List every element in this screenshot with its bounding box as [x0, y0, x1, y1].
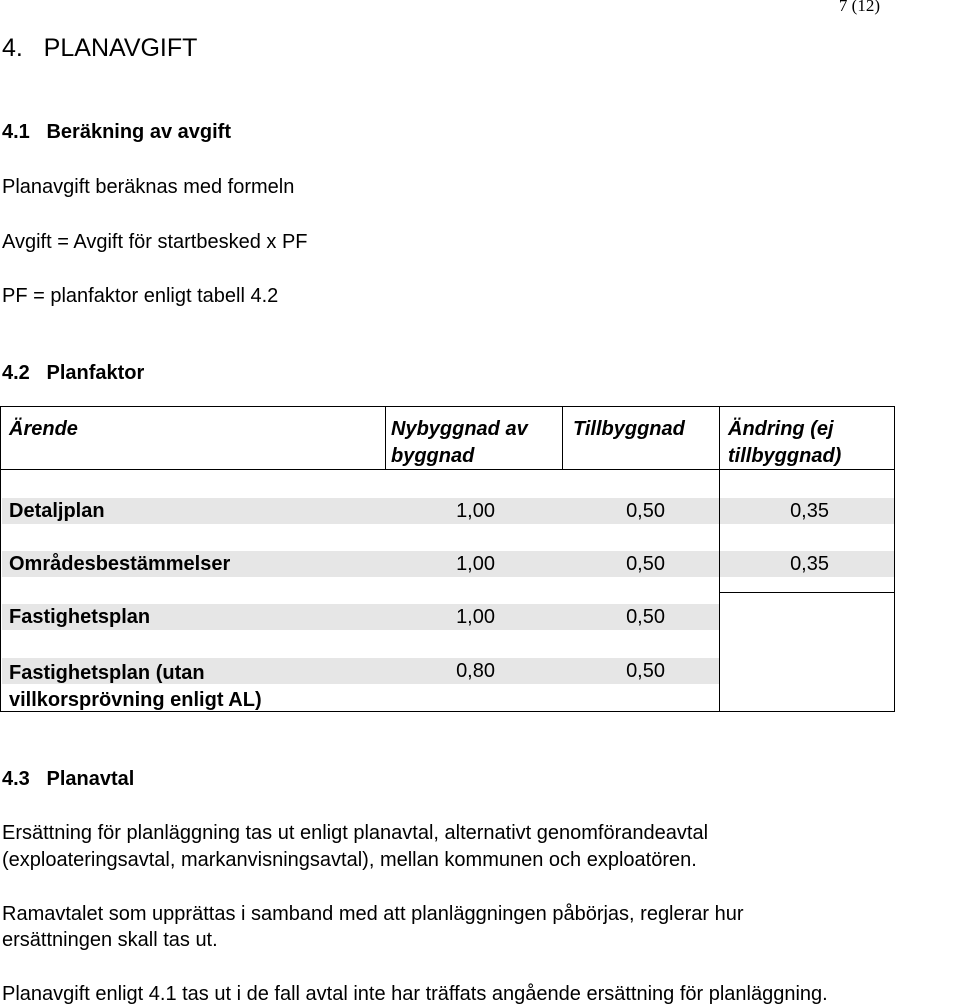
body-line: PF = planfaktor enligt tabell 4.2 [2, 285, 279, 307]
row-label-fastighetsplan-utan: Fastighetsplan (utan villkorsprövning enligt AL) [9, 662, 262, 711]
header-andring: Ändring (ej tillbyggnad) [728, 418, 842, 467]
row-label-fastighetsplan: Fastighetsplan [9, 606, 151, 628]
value-nybyggnad: 0,80 [456, 660, 495, 682]
planfaktor-table [0, 406, 895, 712]
body-line: Ersättning för planläggning tas ut enligt planavtal, alternativt genomförandeavtal [2, 822, 709, 844]
row-label-detaljplan: Detaljplan [9, 500, 105, 522]
header-arende: Ärende [9, 418, 78, 440]
header-nybyggnad: Nybyggnad av byggnad [391, 418, 528, 467]
value-andring: 0,35 [790, 500, 829, 522]
value-tillbyggnad: 0,50 [626, 553, 665, 575]
value-nybyggnad: 1,00 [456, 500, 495, 522]
value-andring: 0,35 [790, 553, 829, 575]
body-line: (exploateringsavtal, markanvisningsavtal), mellan kommunen och exploatören. [2, 849, 697, 871]
body-line: Avgift = Avgift för startbesked x PF [2, 231, 308, 253]
section-heading: 4. PLANAVGIFT [2, 34, 198, 62]
subsection-title-4-2: 4.2 Planfaktor [2, 362, 145, 384]
header-tillbyggnad: Tillbyggnad [573, 418, 685, 440]
value-tillbyggnad: 0,50 [626, 606, 665, 628]
value-nybyggnad: 1,00 [456, 606, 495, 628]
value-nybyggnad: 1,00 [456, 553, 495, 575]
body-line: Ramavtalet som upprättas i samband med att planläggningen påbörjas, reglerar hur [2, 903, 744, 925]
body-line: Planavgift beräknas med formeln [2, 176, 295, 198]
subsection-title-4-1: 4.1 Beräkning av avgift [2, 121, 231, 143]
subsection-title-4-3: 4.3 Planavtal [2, 768, 135, 790]
value-tillbyggnad: 0,50 [626, 500, 665, 522]
column-divider [385, 407, 386, 469]
value-tillbyggnad: 0,50 [626, 660, 665, 682]
body-line: Planavgift enligt 4.1 tas ut i de fall avtal inte har träffats angående ersättning för planläggning. [2, 983, 828, 1005]
page-number: 7 (12) [838, 0, 880, 15]
column-divider [562, 407, 563, 469]
row-label-omradesbestammelser: Områdesbestämmelser [9, 553, 231, 575]
body-line: ersättningen skall tas ut. [2, 929, 218, 951]
row-divider [720, 592, 894, 593]
